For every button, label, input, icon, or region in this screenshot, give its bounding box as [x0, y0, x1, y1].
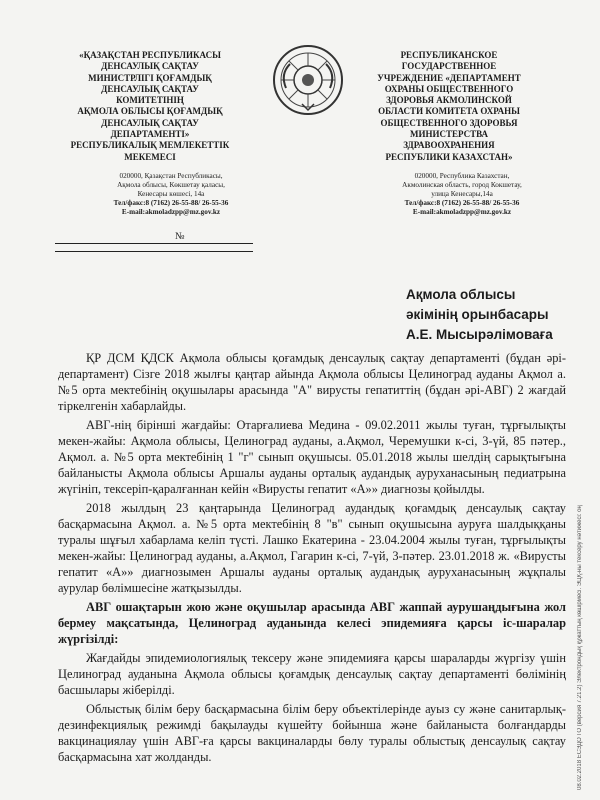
header-right-line: ОБЛАСТИ КОМИТЕТА ОХРАНЫ: [378, 106, 520, 117]
header-right-line: ОБЩЕСТВЕННОГО ЗДОРОВЬЯ: [380, 117, 518, 128]
header-left-line: РЕСПУБЛИКАЛЫҚ МЕМЛЕКЕТТІК: [70, 140, 230, 151]
addressee-line: А.Е. Мысырәлімоваға: [406, 327, 553, 342]
paragraph: Облыстық білім беру басқармасына білім беру объектілерінде ауыз су және санитарлық-дезинфекциялық режимді бақылауды күшейту бойынша және байланыста болғандарды вакцинациялау үшін АВГ-ға қарсы вакциналарды бөлу туралы облыстық денсаулық сақтау басқармасына хат жолданды.: [58, 702, 566, 764]
number-sign: №: [175, 231, 185, 242]
header-left-line: «ҚАЗАҚСТАН РЕСПУБЛИКАСЫ: [79, 50, 221, 60]
phone-fax: Тел/факс:8 (7162) 26-55-88/ 26-55-36: [404, 199, 520, 207]
header-left: [50, 50, 250, 163]
phone-fax: Тел/факс:8 (7162) 26-55-88/ 26-55-36: [113, 199, 229, 207]
header-left-line: КОМИТЕТІНІҢ: [116, 95, 184, 106]
header-right-line: РЕСПУБЛИКАНСКОЕ: [400, 50, 498, 60]
address-line: улица Кенесары,14а: [431, 190, 493, 198]
state-emblem-icon: [272, 44, 344, 116]
header-left-line: ДЕНСАУЛЫҚ САҚТАУ: [101, 83, 199, 94]
header-right: [340, 50, 558, 163]
header-left-line: ДЕНСАУЛЫҚ САҚТАУ: [101, 61, 199, 72]
address-line: Ақмола облысы, Көкшетау қаласы,: [117, 181, 225, 189]
header-right-line: ЗДРАВООХРАНЕНИЯ: [403, 140, 495, 151]
address-line: Кенесары көшесі, 14а: [137, 190, 205, 198]
address-line: 020000, Қазақстан Республикасы,: [119, 172, 223, 180]
header-left-line: ДЕПАРТАМЕНТІ»: [110, 129, 190, 140]
header-left-line: МИНИСТРЛІГІ ҚОҒАМДЫҚ: [88, 72, 212, 83]
header-right-line: ГОСУДАРСТВЕННОЕ: [401, 61, 497, 72]
address-right: [362, 172, 562, 217]
blank-line: [55, 251, 253, 252]
paragraph: 2018 жылдың 23 қаңтарында Целиноград аудандық қоғамдық денсаулық сақтау басқармасына Ақмол. а. №5 орта мектебінің 8 "в" сынып оқушысына ауруға шалдыққаны туралы шұғыл хабарлама келіп түсті. Лашко Екатерина - 23.04.2004 жылы туған, тұрғылықты мекен-жайы: Целиноград ауданы, а.Ақмол, Гагарин к-сі, 7-үй, 3-пәтер. 23.01.2018 ж. «Вирусты гепатит «А»» диагнозымен Аршалы ауданы орталық аудандық ауруханасының жұқпалы аурулар бөлімшесіне жатқызылды.: [58, 501, 566, 595]
email-address: E-mail:akmoladzpp@mz.gov.kz: [412, 208, 512, 216]
addressee-line: Ақмола облысы: [406, 287, 516, 302]
paragraph: ҚР ДСМ ҚДСК Ақмола облысы қоғамдық денсаулық сақтау департаменті (бұдан әрі-департамент) Сізге 2018 жылғы қаңтар айында Ақмола облысы Целиноград ауданы Ақмол а. №5 орта мектебінің оқушылары арасында "А" вирусты гепатиттің (бұдан әрі-АВГ) 2 жағдай тіркелгенін хабарлайды.: [58, 351, 566, 413]
addressee: [406, 285, 553, 345]
header-right-line: ОХРАНЫ ОБЩЕСТВЕННОГО: [384, 83, 514, 94]
address-line: 020000, Республика Казахстан,: [414, 172, 510, 180]
header-right-line: РЕСПУБЛИКИ КАЗАХСТАН»: [385, 151, 513, 162]
address-line: Акмолинская область, город Кокшетау,: [402, 181, 522, 189]
address-left: [76, 172, 266, 217]
registration-number-line: [55, 233, 253, 244]
header-left-line: ДЕНСАУЛЫҚ САҚТАУ: [101, 117, 199, 128]
paragraph: Жағдайды эпидемиологиялық тексеру және эпидемияға қарсы шараларды жүргізу үшін Целиноград ауданына Ақмола облысы қоғамдық денсаулық сақтау департаменті бөлімінің басшылары жіберілді.: [58, 651, 566, 697]
header-right-line: МИНИСТЕРСТВА: [409, 129, 489, 140]
header-right-line: ЗДОРОВЬЯ АКМОЛИНСКОЙ: [386, 95, 512, 106]
electronic-copy-note: 08.02.2018 ЕСЭДО ГО (версия 7.21.2) Электрондық құжаттың көшірмесі. ЭЦҚ-ны тексеру нәтижесі: оң: [577, 505, 583, 790]
paragraph: АВГ-нің бірінші жағдайы: Отарғалиева Медина - 09.02.2011 жылы туған, тұрғылықты мекен-жайы: Ақмола облысы, Целиноград ауданы, а.Ақмол, Черемушки к-сі, 3-үй, 85 пәтер., Ақмол. а. №5 орта мектебінің 1 "г" сынып оқушысы. 05.01.2018 жылы шелдің сарықтығына байланысты Ақмола облысы Аршалы ауданы орталық аудандық ауруханасының педиатрына жүгініп, тексеріп-қаралғаннан кейін «Вирусты гепатит «А»» диагнозы қойылды.: [58, 418, 566, 496]
header-left-line: МЕКЕМЕСІ: [124, 151, 176, 162]
header-left-line: АҚМОЛА ОБЛЫСЫ ҚОҒАМДЫҚ: [77, 106, 223, 117]
letter-body: [58, 350, 566, 768]
addressee-line: әкімінің орынбасары: [406, 307, 549, 322]
email-address: E-mail:akmoladzpp@mz.gov.kz: [121, 208, 221, 216]
header-right-line: УЧРЕЖДЕНИЕ «ДЕПАРТАМЕНТ: [377, 72, 521, 83]
paragraph-bold: АВГ ошақтарын жою және оқушылар арасында АВГ жаппай аурушаңдығына жол бермеу мақсатында, Целиноград ауданында келесі эпидемияға қарсы іс-шаралар жүргізілді:: [58, 600, 566, 646]
